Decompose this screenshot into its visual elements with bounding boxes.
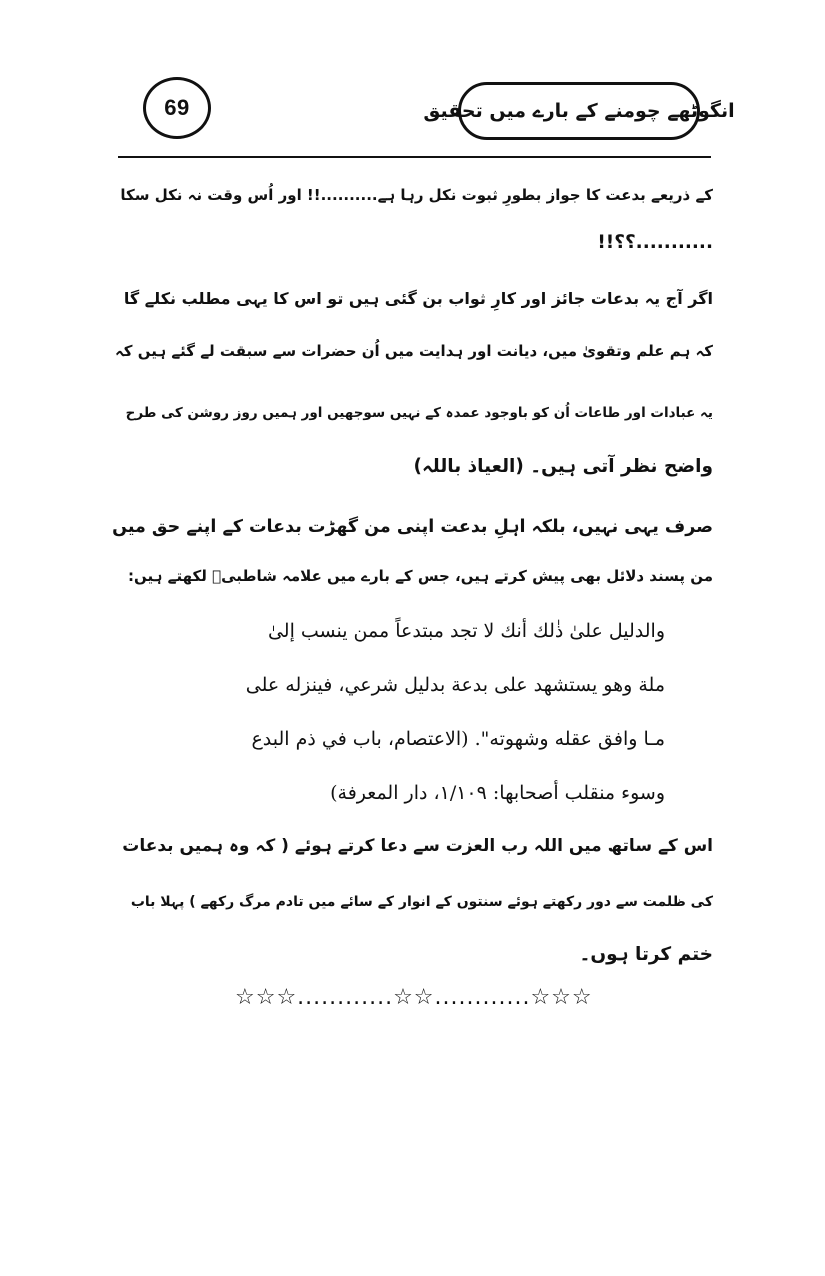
text-line-6: واضح نظر آتی ہیں۔ (العیاذ باللہ) xyxy=(413,456,713,477)
text-line-4: کہ ہم علم وتقویٰ میں، دیانت اور ہدایت میں اُن حضرات سے سبقت لے گئے ہیں کہ xyxy=(114,342,713,360)
chapter-title-box xyxy=(423,82,735,140)
star-separator: ☆☆☆............☆☆............☆☆☆ xyxy=(235,985,593,1010)
text-line-3: اگر آج یہ بدعات جائز اور کارِ ثواب بن گئی ہیں تو اس کا یہی مطلب نکلے گا xyxy=(123,289,713,308)
arabic-quote-line-1: والدليل علىٰ ذٰلك أنك لا تجد مبتدعاً ممن ينسب إلىٰ xyxy=(267,620,665,642)
arabic-quote-line-4: وسوء منقلب أصحابها: ١/١٠٩، دار المعرفة) xyxy=(330,782,665,804)
chapter-title: انگوٹھے چومنے کے بارے میں تحقیق xyxy=(423,100,735,122)
text-line-8: من پسند دلائل بھی پیش کرتے ہیں، جس کے بارے میں علامہ شاطبیؒ لکھتے ہیں: xyxy=(128,567,713,585)
text-line-2: ...........؟؟!! xyxy=(597,232,713,253)
text-line-9: اس کے ساتھ میں اللہ رب العزت سے دعا کرتے ہوئے ( کہ وہ ہمیں بدعات xyxy=(122,836,713,856)
page-number-badge xyxy=(143,77,211,139)
text-line-5: یہ عبادات اور طاعات اُن کو باوجود عمدہ کے نہیں سوجھیں اور ہمیں روز روشن کی طرح xyxy=(125,405,713,421)
text-line-1: کے ذریعے بدعت کا جواز بطورِ ثبوت نکل رہا ہے..........!! اور اُس وقت نہ نکل سکا xyxy=(120,186,713,204)
header-divider xyxy=(118,156,711,158)
text-line-7: صرف یہی نہیں، بلکہ اہلِ بدعت اپنی من گھڑت بدعات کے اپنے حق میں xyxy=(112,517,713,537)
text-line-10: کی ظلمت سے دور رکھتے ہوئے سنتوں کے انوار کے سائے میں تادم مرگ رکھے ) پہلا باب xyxy=(130,894,713,910)
arabic-quote-line-2: ملة وهو يستشهد على بدعة بدليل شرعي، فينزله على xyxy=(245,674,665,696)
page-number: 69 xyxy=(164,95,190,120)
arabic-quote-line-3: مـا وافق عقله وشهوته". (الاعتصام، باب في ذم البدع xyxy=(251,728,665,750)
text-line-11: ختم کرتا ہوں۔ xyxy=(579,944,713,965)
